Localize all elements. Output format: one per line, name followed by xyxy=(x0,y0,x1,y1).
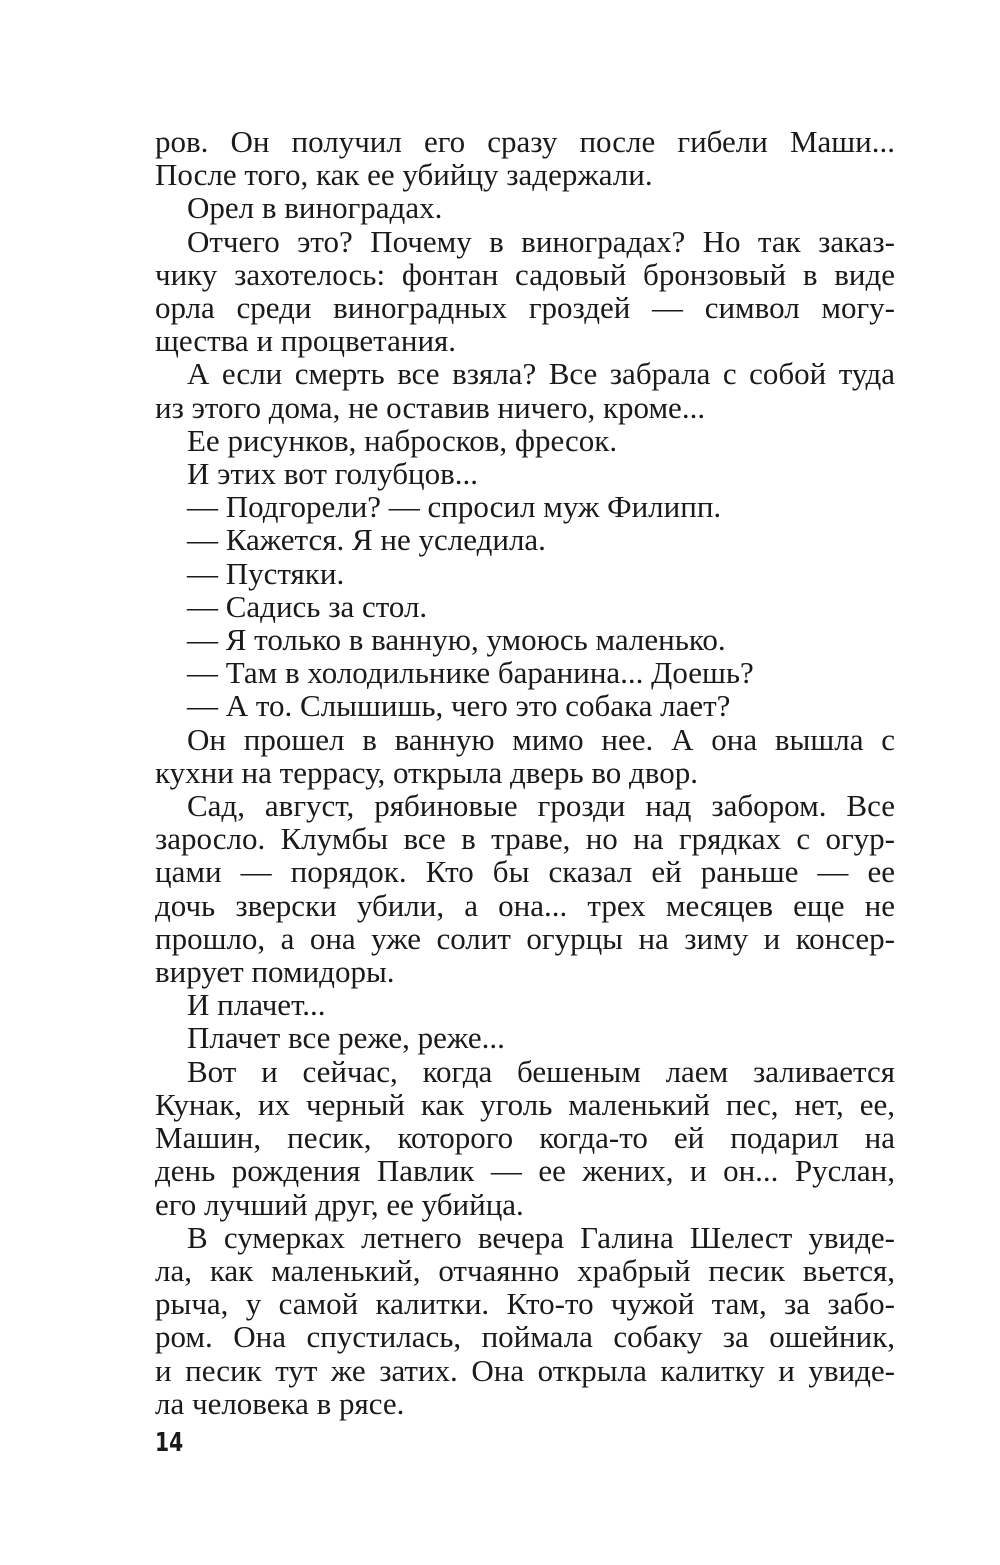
text-line: Кунак, их черный как уголь маленький пес, нет, ее, xyxy=(155,1086,895,1122)
text-line: Сад, август, рябиновые грозди над забором. Все xyxy=(187,788,895,824)
text-line: — Там в холодильнике баранина... Доешь? xyxy=(187,655,754,691)
text-line: — Подгорели? — спросил муж Филипп. xyxy=(187,489,722,525)
text-line: ла, как маленький, отчаянно храбрый песик вьется, xyxy=(155,1252,895,1288)
text-line: В сумерках летнего вечера Галина Шелест увиде- xyxy=(187,1219,895,1255)
text-line: рыча, у самой калитки. Кто-то чужой там, за забо- xyxy=(155,1286,895,1322)
text-line: Орел в виноградах. xyxy=(187,190,443,226)
text-line: ров. Он получил его сразу после гибели Маши... xyxy=(155,124,895,159)
text-line: цами — порядок. Кто бы сказал ей раньше — ее xyxy=(155,854,895,890)
text-line: — Я только в ванную, умоюсь маленько. xyxy=(187,622,726,658)
text-line: И этих вот голубцов... xyxy=(187,456,478,492)
text-line: день рождения Павлик — ее жених, и он... Руслан, xyxy=(155,1153,895,1189)
text-line: из этого дома, не оставив ничего, кроме... xyxy=(155,389,706,425)
text-line: — Кажется. Я не уследила. xyxy=(187,522,546,558)
text-line: Плачет все реже, реже... xyxy=(187,1020,505,1056)
text-line: А если смерть все взяла? Все забрала с собой туда xyxy=(187,356,895,392)
text-line: Отчего это? Почему в виноградах? Но так заказ- xyxy=(187,223,895,259)
body-text xyxy=(155,125,895,1420)
text-line: чику захотелось: фонтан садовый бронзовый в виде xyxy=(155,256,895,292)
page-number: 14 xyxy=(155,1428,184,1458)
text-line: заросло. Клумбы все в траве, но на грядках с огур- xyxy=(155,821,895,857)
text-line: прошло, а она уже солит огурцы на зиму и консер- xyxy=(155,920,895,956)
text-line: — Садись за стол. xyxy=(187,588,428,624)
text-line: кухни на террасу, открыла дверь во двор. xyxy=(155,754,698,790)
text-line: и песик тут же затих. Она открыла калитку и увиде- xyxy=(155,1352,895,1388)
text-line: Машин, песик, которого когда-то ей подарил на xyxy=(155,1120,895,1156)
text-line: ром. Она спустилась, поймала собаку за ошейник, xyxy=(155,1319,895,1355)
text-line: орла среди виноградных гроздей — символ могу- xyxy=(155,290,895,326)
text-line: щества и процветания. xyxy=(155,323,457,359)
text-line: дочь зверски убили, а она... трех месяцев еще не xyxy=(155,887,895,923)
text-line: Он прошел в ванную мимо нее. А она вышла с xyxy=(187,721,895,757)
text-line: И плачет... xyxy=(187,987,326,1023)
text-line: — Пустяки. xyxy=(187,555,345,591)
text-line: После того, как ее убийцу задержали. xyxy=(155,157,653,193)
text-line: его лучший друг, ее убийца. xyxy=(155,1186,524,1222)
text-line: вирует помидоры. xyxy=(155,954,395,990)
text-line: — А то. Слышишь, чего это собака лает? xyxy=(187,688,731,724)
text-line: Ее рисунков, набросков, фресок. xyxy=(187,422,618,458)
text-line: Вот и сейчас, когда бешеным лаем заливается xyxy=(187,1053,895,1089)
text-line: ла человека в рясе. xyxy=(155,1385,405,1421)
